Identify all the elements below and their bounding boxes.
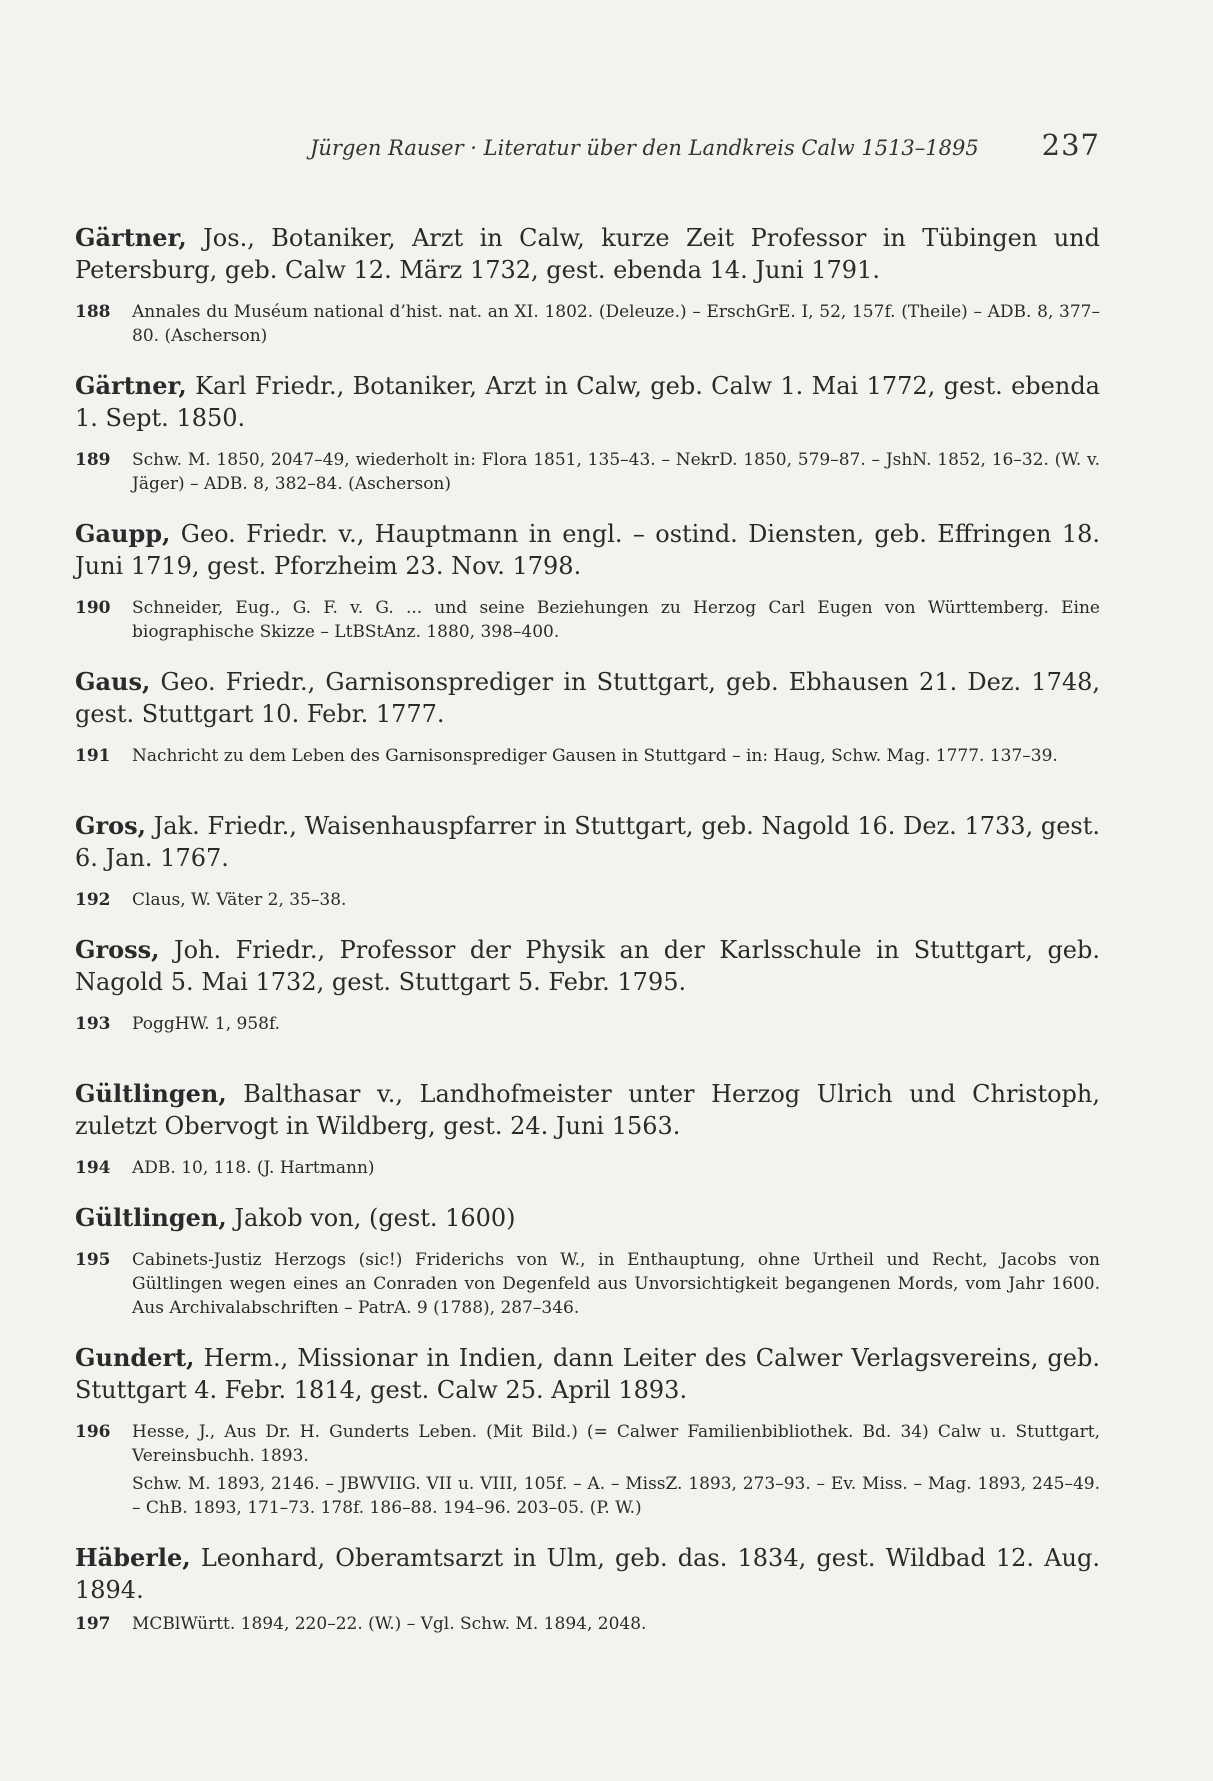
reference-number: 194 (75, 1158, 111, 1178)
person-name: Gross, (75, 935, 160, 964)
person-heading (75, 810, 1100, 874)
reference (75, 1420, 1100, 1468)
reference-text: Nachricht zu dem Leben des Garnisonsprediger Gausen in Stuttgard – in: Haug, Schw. Mag. 1777. 137–39. (132, 746, 1058, 766)
bibliography-entry (75, 1342, 1100, 1520)
person-heading (75, 1202, 1100, 1234)
bibliography-list (75, 222, 1100, 1658)
reference (75, 1612, 1100, 1636)
bibliography-entry (75, 1542, 1100, 1636)
person-name: Gärtner, (75, 223, 187, 252)
person-description: Jakob von, (gest. 1600) (226, 1204, 516, 1232)
person-name: Gültlingen, (75, 1203, 227, 1232)
person-description: Joh. Friedr., Professor der Physik an der Karlsschule in Stuttgart, geb. Nagold 5. Mai 1732, gest. Stuttgart 5. Febr. 1795. (75, 936, 1100, 996)
person-heading (75, 666, 1100, 730)
reference (75, 744, 1100, 768)
reference-text: ADB. 10, 118. (J. Hartmann) (132, 1158, 375, 1178)
reference-text: Annales du Muséum national d’hist. nat. an XI. 1802. (Deleuze.) – ErschGrE. I, 52, 157f. (Theile) – ADB. 8, 377–80. (Ascherson) (132, 302, 1100, 346)
reference (75, 888, 1100, 912)
reference-text: Schw. M. 1893, 2146. – JBWVIIG. VII u. VIII, 105f. – A. – MissZ. 1893, 273–93. – Ev. Miss. – Mag. 1893, 245–49. – ChB. 1893, 171–73. 178f. 186–88. 194–96. 203–05. (P. W.) (132, 1474, 1100, 1518)
person-description: Karl Friedr., Botaniker, Arzt in Calw, geb. Calw 1. Mai 1772, gest. ebenda 1. Sept. 1850. (75, 372, 1100, 432)
reference (75, 1248, 1100, 1320)
bibliography-entry (75, 370, 1100, 496)
reference-number: 189 (75, 450, 111, 470)
reference (75, 1012, 1100, 1036)
person-heading (75, 518, 1100, 582)
person-name: Gaus, (75, 667, 151, 696)
person-heading (75, 222, 1100, 286)
reference-number: 193 (75, 1014, 111, 1034)
bibliography-entry (75, 1202, 1100, 1320)
reference-number: 195 (75, 1250, 111, 1270)
person-heading (75, 1078, 1100, 1142)
person-name: Gaupp, (75, 519, 171, 548)
reference (75, 596, 1100, 644)
reference-text: PoggHW. 1, 958f. (132, 1014, 281, 1034)
person-heading (75, 1342, 1100, 1406)
person-description: Leonhard, Oberamtsarzt in Ulm, geb. das. 1834, gest. Wildbad 12. Aug. 1894. (75, 1544, 1100, 1604)
person-name: Gärtner, (75, 371, 187, 400)
reference-text: Cabinets-Justiz Herzogs (sic!) Friderichs von W., in Enthauptung, ohne Urtheil und Recht, Jacobs von Gültlingen wegen eines an Conraden von Degenfeld aus Unvorsichtigkeit begangenen Mords, vom Jahr 1600. Aus Archivalabschriften – PatrA. 9 (1788), 287–346. (132, 1250, 1100, 1318)
reference-text: Hesse, J., Aus Dr. H. Gunderts Leben. (Mit Bild.) (= Calwer Familienbibliothek. Bd. 34) Calw u. Stuttgart, Vereinsbuchh. 1893. (132, 1422, 1100, 1466)
person-description: Jos., Botaniker, Arzt in Calw, kurze Zeit Professor in Tübingen und Petersburg, geb. Calw 12. März 1732, gest. ebenda 14. Juni 1791. (75, 224, 1100, 284)
reference-text: MCBlWürtt. 1894, 220–22. (W.) – Vgl. Schw. M. 1894, 2048. (132, 1614, 647, 1634)
person-name: Gros, (75, 811, 147, 840)
reference-text: Claus, W. Väter 2, 35–38. (132, 890, 347, 910)
bibliography-entry (75, 810, 1100, 912)
page-number: 237 (1041, 128, 1100, 162)
person-description: Geo. Friedr., Garnisonsprediger in Stuttgart, geb. Ebhausen 21. Dez. 1748, gest. Stuttgart 10. Febr. 1777. (75, 668, 1100, 728)
reference (75, 300, 1100, 348)
running-header (310, 128, 1100, 162)
reference-number: 196 (75, 1422, 111, 1442)
bibliography-entry (75, 934, 1100, 1036)
reference (75, 1472, 1100, 1520)
reference-number: 197 (75, 1614, 111, 1634)
bibliography-entry (75, 518, 1100, 644)
reference-number (75, 1472, 132, 1520)
reference-number: 190 (75, 598, 111, 618)
reference-text: Schneider, Eug., G. F. v. G. ... und seine Beziehungen zu Herzog Carl Eugen von Württemberg. Eine biographische Skizze – LtBStAnz. 1880, 398–400. (132, 598, 1100, 642)
person-name: Häberle, (75, 1543, 191, 1572)
person-heading (75, 934, 1100, 998)
reference-text: Schw. M. 1850, 2047–49, wiederholt in: Flora 1851, 135–43. – NekrD. 1850, 579–87. – JshN. 1852, 16–32. (W. v. Jäger) – ADB. 8, 382–84. (Ascherson) (132, 450, 1100, 494)
header-title: Jürgen Rauser · Literatur über den Landkreis Calw 1513–1895 (310, 136, 979, 160)
bibliography-entry (75, 222, 1100, 348)
person-heading (75, 1542, 1100, 1606)
reference (75, 448, 1100, 496)
person-name: Gundert, (75, 1343, 195, 1372)
reference-number: 191 (75, 746, 111, 766)
bibliography-entry (75, 1078, 1100, 1180)
person-description: Herm., Missionar in Indien, dann Leiter des Calwer Verlagsvereins, geb. Stuttgart 4. Febr. 1814, gest. Calw 25. April 1893. (75, 1344, 1100, 1404)
person-description: Geo. Friedr. v., Hauptmann in engl. – ostind. Diensten, geb. Effringen 18. Juni 1719, gest. Pforzheim 23. Nov. 1798. (75, 520, 1100, 580)
person-name: Gültlingen, (75, 1079, 227, 1108)
person-description: Balthasar v., Landhofmeister unter Herzog Ulrich und Christoph, zuletzt Obervogt in Wildberg, gest. 24. Juni 1563. (75, 1080, 1100, 1140)
reference (75, 1156, 1100, 1180)
person-description: Jak. Friedr., Waisenhauspfarrer in Stuttgart, geb. Nagold 16. Dez. 1733, gest. 6. Jan. 1767. (75, 812, 1100, 872)
reference-number: 192 (75, 890, 111, 910)
person-heading (75, 370, 1100, 434)
reference-number: 188 (75, 302, 111, 322)
bibliography-entry (75, 666, 1100, 768)
